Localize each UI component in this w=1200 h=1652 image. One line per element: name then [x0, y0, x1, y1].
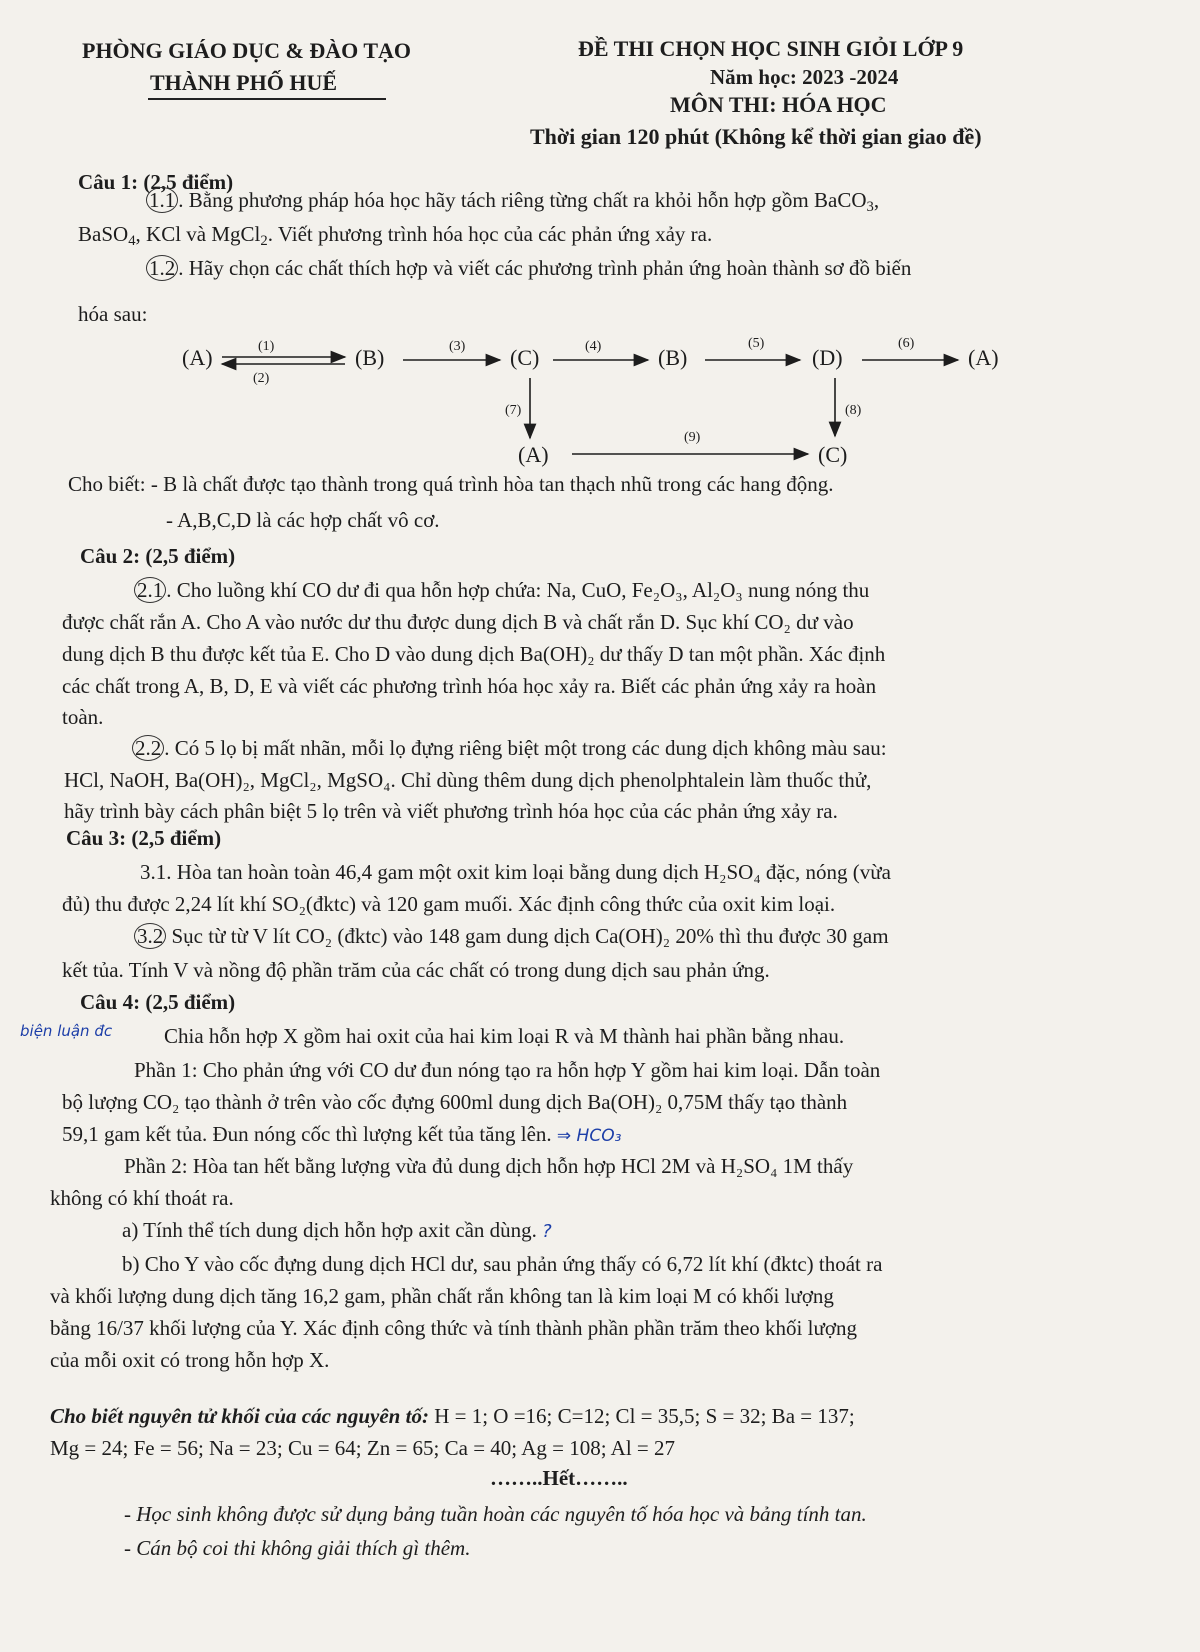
q4-line6: không có khí thoát ra. — [50, 1186, 234, 1210]
exam-time: Thời gian 120 phút (Không kể thời gian giao đề) — [530, 124, 982, 149]
node-d: (D) — [812, 345, 843, 370]
q2-2-line3: hãy trình bày cách phân biệt 5 lọ trên và viết phương trình hóa học của các phản ứng xảy ra. — [64, 799, 838, 823]
dept-name: PHÒNG GIÁO DỤC & ĐÀO TẠO — [82, 38, 411, 63]
q1-title: Câu 1: (2,5 điểm) — [78, 170, 234, 194]
school-year: Năm học: 2023 -2024 — [710, 65, 899, 89]
q1-2-number: 1.2 — [146, 255, 178, 281]
q2-2-line1 — [132, 734, 887, 763]
q4-line2: Phần 1: Cho phản ứng với CO dư đun nóng tạo ra hỗn hợp Y gồm hai kim loại. Dẫn toàn — [134, 1058, 881, 1082]
q3-title: Câu 3: (2,5 điểm) — [66, 826, 222, 850]
q2-2-text: . Có 5 lọ bị mất nhãn, mỗi lọ đựng riêng biệt một trong các dung dịch không màu sau: — [164, 736, 887, 760]
q1-2-line1 — [146, 254, 1136, 283]
q1-1-line2: BaSO$_4$, KCl và MgCl$_2$. Viết phương trình hóa học của các phản ứng xảy ra. — [78, 222, 713, 249]
q4-line5: Phần 2: Hòa tan hết bằng lượng vừa đủ dung dịch hỗn hợp HCl 2M và H₂SO₄ 1M thấy — [124, 1154, 854, 1178]
node-a-start: (A) — [182, 345, 213, 370]
handwritten-question-mark: ? — [542, 1221, 552, 1242]
exam-title: ĐỀ THI CHỌN HỌC SINH GIỎI LỚP 9 — [578, 36, 964, 61]
q4-line4 — [62, 1120, 621, 1151]
q4-line3: bộ lượng CO₂ tạo thành ở trên vào cốc đựng 600ml dung dịch Ba(OH)₂ 0,75M thấy tạo thành — [62, 1090, 848, 1114]
node-b-second: (B) — [658, 345, 688, 370]
q1-1-text-b: , KCl và MgCl — [135, 222, 261, 246]
q3-2-line1 — [134, 922, 889, 951]
q4-part-a — [122, 1216, 552, 1246]
q2-2-line2: HCl, NaOH, Ba(OH)₂, MgCl₂, MgSO₄. Chỉ dùng thêm dung dịch phenolphtalein làm thuốc thử, — [64, 768, 872, 792]
q3-1-line1: 3.1. Hòa tan hoàn toàn 46,4 gam một oxit kim loại bằng dung dịch H₂SO₄ đặc, nóng (vừa — [140, 860, 891, 884]
q3-2-number: 3.2 — [134, 923, 166, 949]
step-2-label: (2) — [253, 371, 270, 386]
step-4-label: (4) — [585, 339, 602, 354]
q1-note-1: Cho biết: - B là chất được tạo thành trong quá trình hòa tan thạch nhũ trong các hang động. — [68, 472, 834, 496]
q1-1-number: 1.1 — [146, 187, 178, 213]
node-a-bottom: (A) — [518, 442, 549, 467]
city-name: THÀNH PHỐ HUẾ — [150, 70, 338, 95]
q3-1-line2: đủ) thu được 2,24 lít khí SO₂(đktc) và 120 gam muối. Xác định công thức của oxit kim loại. — [62, 892, 836, 916]
q1-2-line2: hóa sau: — [78, 302, 148, 326]
q4-line4-text: 59,1 gam kết tủa. Đun nóng cốc thì lượng kết tủa tăng lên. — [62, 1122, 552, 1146]
q4-line1: Chia hỗn hợp X gồm hai oxit của hai kim loại R và M thành hai phần bằng nhau. — [164, 1024, 845, 1048]
step-9-label: (9) — [684, 430, 701, 445]
q3-2-text: Sục từ từ V lít CO₂ (đktc) vào 148 gam dung dịch Ca(OH)₂ 20% thì thu được 30 gam — [171, 924, 889, 948]
q4-part-b-line3: bằng 16/37 khối lượng của Y. Xác định công thức và tính thành phần phần trăm theo khối lượng — [50, 1316, 857, 1340]
subject: MÔN THI: HÓA HỌC — [670, 92, 887, 117]
atomic-masses-line2: Mg = 24; Fe = 56; Na = 23; Cu = 64; Zn = 65; Ca = 40; Ag = 108; Al = 27 — [50, 1436, 676, 1460]
step-8-label: (8) — [845, 403, 862, 418]
q2-1-line3: dung dịch B thu được kết tủa E. Cho D vào dung dịch Ba(OH)₂ dư thấy D tan một phần. Xác định — [62, 642, 886, 666]
q1-1-line1: 1.1 . Bằng phương pháp hóa học hãy tách riêng từng chất ra khỏi hỗn hợp gồm BaCO$_3$, — [146, 186, 1136, 215]
node-c: (C) — [510, 345, 540, 370]
q4-part-b-line4: của mỗi oxit có trong hỗn hợp X. — [50, 1348, 330, 1372]
q4-title: Câu 4: (2,5 điểm) — [80, 990, 236, 1014]
q3-2-line2: kết tủa. Tính V và nồng độ phần trăm của các chất có trong dung dịch sau phản ứng. — [62, 958, 770, 982]
q1-1-text-a: . Bằng phương pháp hóa học hãy tách riêng từng chất ra khỏi hỗn hợp gồm BaCO — [178, 188, 867, 212]
step-3-label: (3) — [449, 339, 466, 354]
atomic-masses-label: Cho biết nguyên tử khối của các nguyên tố: — [50, 1404, 429, 1428]
step-5-label: (5) — [748, 336, 765, 351]
step-7-label: (7) — [505, 403, 522, 418]
atomic-masses-line1 — [50, 1402, 855, 1431]
step-6-label: (6) — [898, 336, 915, 351]
handwritten-margin-note: biện luận đc — [20, 1022, 113, 1040]
node-a-end: (A) — [968, 345, 999, 370]
node-c-bottom: (C) — [818, 442, 848, 467]
q1-1-text-c: . Viết phương trình hóa học của các phản ứng xảy ra. — [267, 222, 713, 246]
q4-part-b-line1: b) Cho Y vào cốc đựng dung dịch HCl dư, sau phản ứng thấy có 6,72 lít khí (đktc) thoát ra — [122, 1252, 883, 1276]
end-marker: ……..Hết…….. — [490, 1466, 628, 1490]
q2-1-line1 — [134, 576, 869, 605]
handwritten-hco3-note: ⇒ HCO₃ — [556, 1126, 622, 1146]
q2-1-number: 2.1 — [134, 577, 166, 603]
footer-note-2: - Cán bộ coi thi không giải thích gì thêm. — [124, 1536, 471, 1560]
q4-part-a-text: a) Tính thể tích dung dịch hỗn hợp axit cần dùng. — [122, 1218, 537, 1242]
footer-note-1: - Học sinh không được sử dụng bảng tuần hoàn các nguyên tố hóa học và bảng tính tan. — [124, 1502, 867, 1526]
q2-2-number: 2.2 — [132, 735, 164, 761]
step-1-label: (1) — [258, 339, 275, 354]
q2-1-text: . Cho luồng khí CO dư đi qua hỗn hợp chứa: Na, CuO, Fe₂O₃, Al₂O₃ nung nóng thu — [166, 578, 870, 602]
q2-1-line2: được chất rắn A. Cho A vào nước dư thu được dung dịch B và chất rắn D. Sục khí CO₂ dư vào — [62, 610, 854, 634]
q2-1-line4: các chất trong A, B, D, E và viết các phương trình hóa học xảy ra. Biết các phản ứng xảy ra hoàn — [62, 674, 877, 698]
city-underline — [148, 98, 386, 100]
q1-note-2: - A,B,C,D là các hợp chất vô cơ. — [166, 508, 440, 532]
node-b: (B) — [355, 345, 385, 370]
q1-2-text-a: . Hãy chọn các chất thích hợp và viết các phương trình phản ứng hoàn thành sơ đồ biến — [178, 256, 912, 280]
atomic-masses-values-1: H = 1; O =16; C=12; Cl = 35,5; S = 32; Ba = 137; — [434, 1404, 855, 1428]
q2-title: Câu 2: (2,5 điểm) — [80, 544, 236, 568]
reaction-scheme-diagram — [0, 320, 1200, 470]
q2-1-line5: toàn. — [62, 705, 104, 729]
q4-part-b-line2: và khối lượng dung dịch tăng 16,2 gam, phần chất rắn không tan là kim loại M có khối lượng — [50, 1284, 834, 1308]
